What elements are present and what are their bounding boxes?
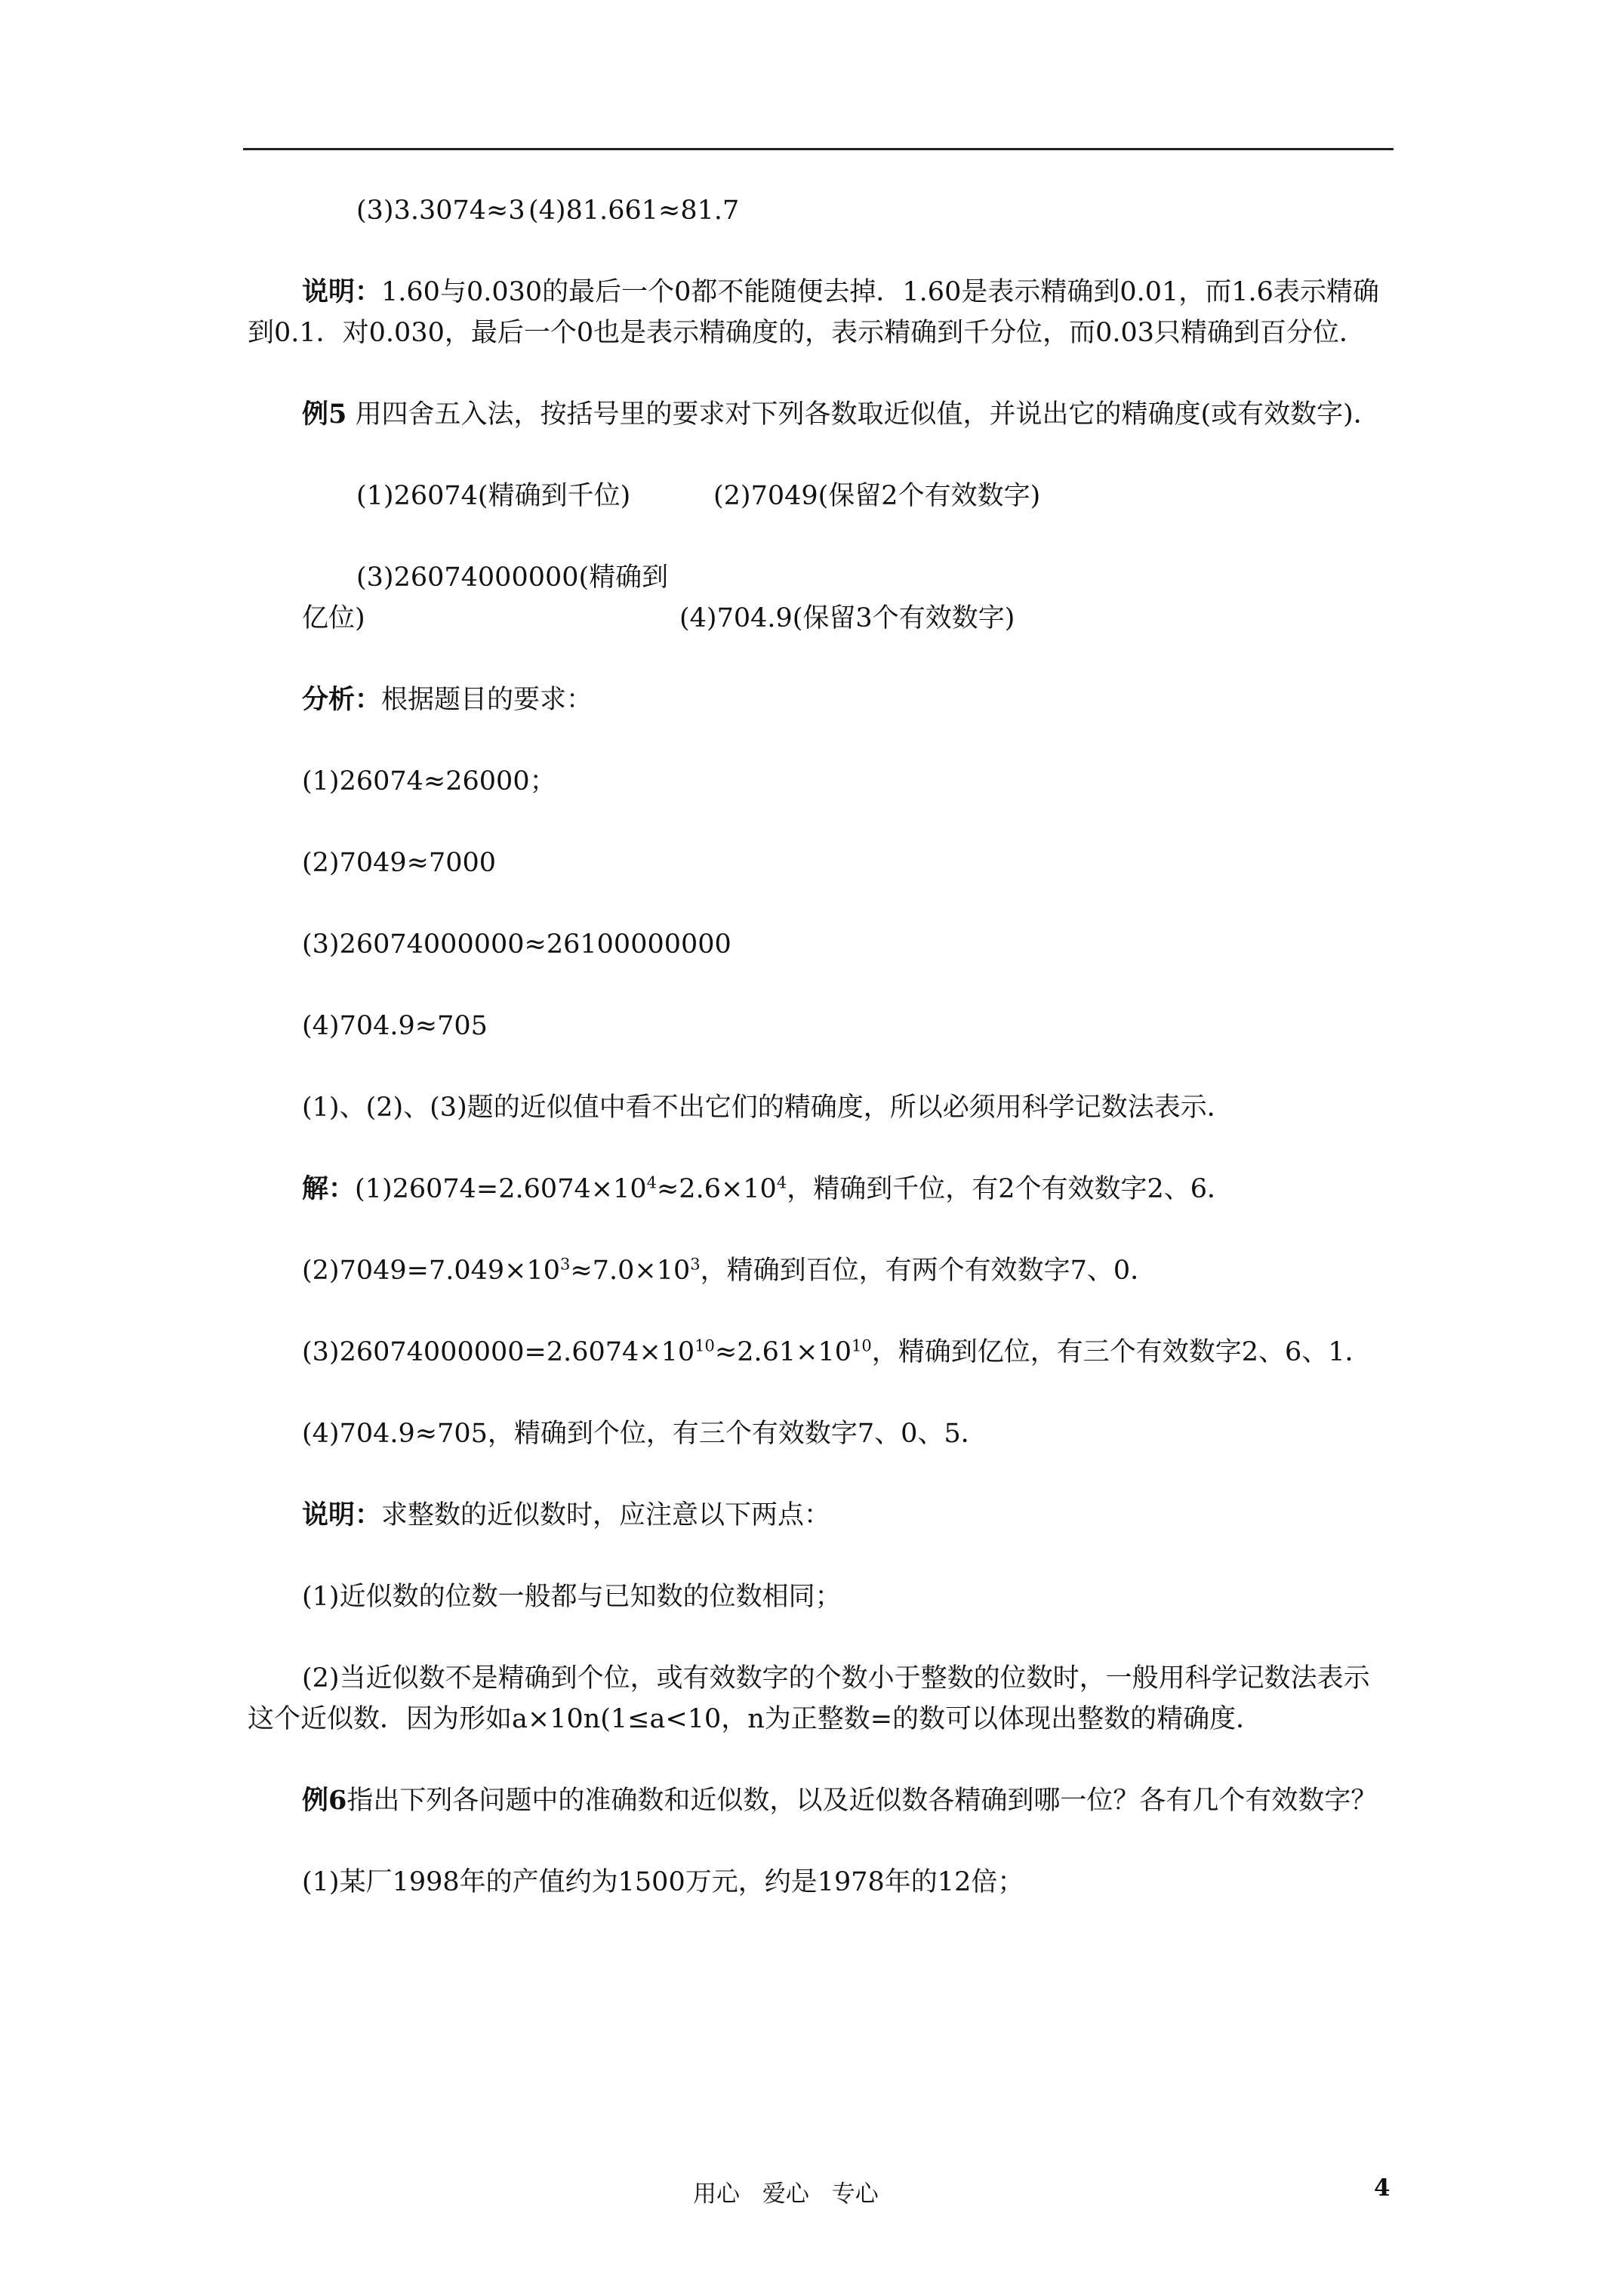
header-rule: [243, 148, 1394, 150]
analysis: [248, 680, 1395, 720]
analysis-3: (3)26074000000≈26100000000: [302, 929, 731, 960]
answer-line-3-4: [248, 190, 1395, 231]
example-5: [248, 394, 1395, 435]
example-text: 用四舍五入法，按括号里的要求对下列各数取近似值，并说出它的精确度(或有效数字)．: [346, 399, 1380, 430]
question-2: (2)7049(保留2个有效数字): [713, 481, 1041, 511]
solution-2: [248, 1250, 1395, 1291]
analysis-1: (1)26074≈26000；: [302, 766, 556, 797]
exponent: 10: [694, 1336, 715, 1355]
example-6-q1: (1)某厂1998年的产值约为1500万元，约是1978年的12倍；: [302, 1867, 1024, 1897]
exponent: 4: [646, 1173, 657, 1192]
page-content: [248, 190, 1395, 1943]
solution-text: ≈2.6×10: [656, 1174, 777, 1204]
analysis-text: 根据题目的要求：: [381, 685, 593, 715]
example-label: 例5: [302, 399, 347, 430]
answer-3: (3)3.3074≈3: [356, 196, 525, 226]
example-5-q3-q4: [248, 557, 1395, 639]
example-label: 例6: [302, 1785, 347, 1816]
question-1: (1)26074(精确到千位): [356, 481, 631, 511]
solution-text: ≈2.61×10: [714, 1337, 852, 1367]
note-label: 说明：: [302, 276, 382, 307]
question-4: (4)704.9(保留3个有效数字): [679, 603, 1015, 633]
solution-text: ≈7.0×10: [570, 1256, 691, 1286]
solution-text: ，精确到百位，有两个有效数字7、0．: [700, 1256, 1157, 1286]
page-number: 4: [1374, 2174, 1390, 2202]
exponent: 3: [560, 1255, 571, 1274]
analysis-4: (4)704.9≈705: [302, 1011, 488, 1041]
solution-text: (3)26074000000=2.6074×10: [302, 1337, 695, 1367]
analysis-label: 分析：: [302, 684, 382, 715]
question-3: (3)26074000000(精确到亿位): [302, 562, 669, 633]
example-6: [248, 1780, 1395, 1821]
example-5-q1-q2: [248, 476, 1395, 516]
answer-4: (4)81.661≈81.7: [528, 196, 740, 226]
exponent: 4: [776, 1173, 787, 1192]
solution-4: (4)704.9≈705，精确到个位，有三个有效数字7、0、5．: [302, 1419, 987, 1449]
solution-text: ，精确到千位，有2个有效数字2、6．: [787, 1174, 1234, 1204]
analysis-2: (2)7049≈7000: [302, 848, 497, 878]
solution-3: [248, 1332, 1395, 1373]
note-1: [248, 272, 1395, 353]
note-2-point-1: (1)近似数的位数一般都与已知数的位数相同；: [302, 1582, 842, 1612]
note-2-point-2: (2)当近似数不是精确到个位，或有效数字的个数小于整数的位数时，一般用科学记数法表示这个近似数．因为形如a×10n(1≤a<10，n为正整数=的数可以体现出整数的精确度．: [248, 1663, 1370, 1734]
note-2: [248, 1495, 1395, 1536]
note-text: 1.60与0.030的最后一个0都不能随便去掉．1.60是表示精确到0.01，而1.6表示精确到0.1．对0.030，最后一个0也是表示精确度的，表示精确到千分位，而0.03只精确到百分位．: [248, 277, 1379, 348]
note-text: 求整数的近似数时，应注意以下两点：: [381, 1500, 831, 1530]
solution-text: (1)26074=2.6074×10: [355, 1174, 647, 1204]
example-text: 指出下列各问题中的准确数和近似数，以及近似数各精确到哪一位？各有几个有效数字？: [346, 1786, 1378, 1816]
solution-text: ，精确到亿位，有三个有效数字2、6、1．: [871, 1337, 1372, 1367]
analysis-note: (1)、(2)、(3)题的近似值中看不出它们的精确度，所以必须用科学记数法表示．: [302, 1093, 1233, 1123]
solution-1: [248, 1169, 1395, 1210]
exponent: 3: [690, 1255, 701, 1274]
footer-motto: 用心 爱心 专心: [693, 2180, 879, 2208]
solution-label: 解：: [302, 1173, 356, 1204]
solution-text: (2)7049=7.049×10: [302, 1256, 561, 1286]
note-label: 说明：: [302, 1499, 382, 1530]
exponent: 10: [852, 1336, 872, 1355]
